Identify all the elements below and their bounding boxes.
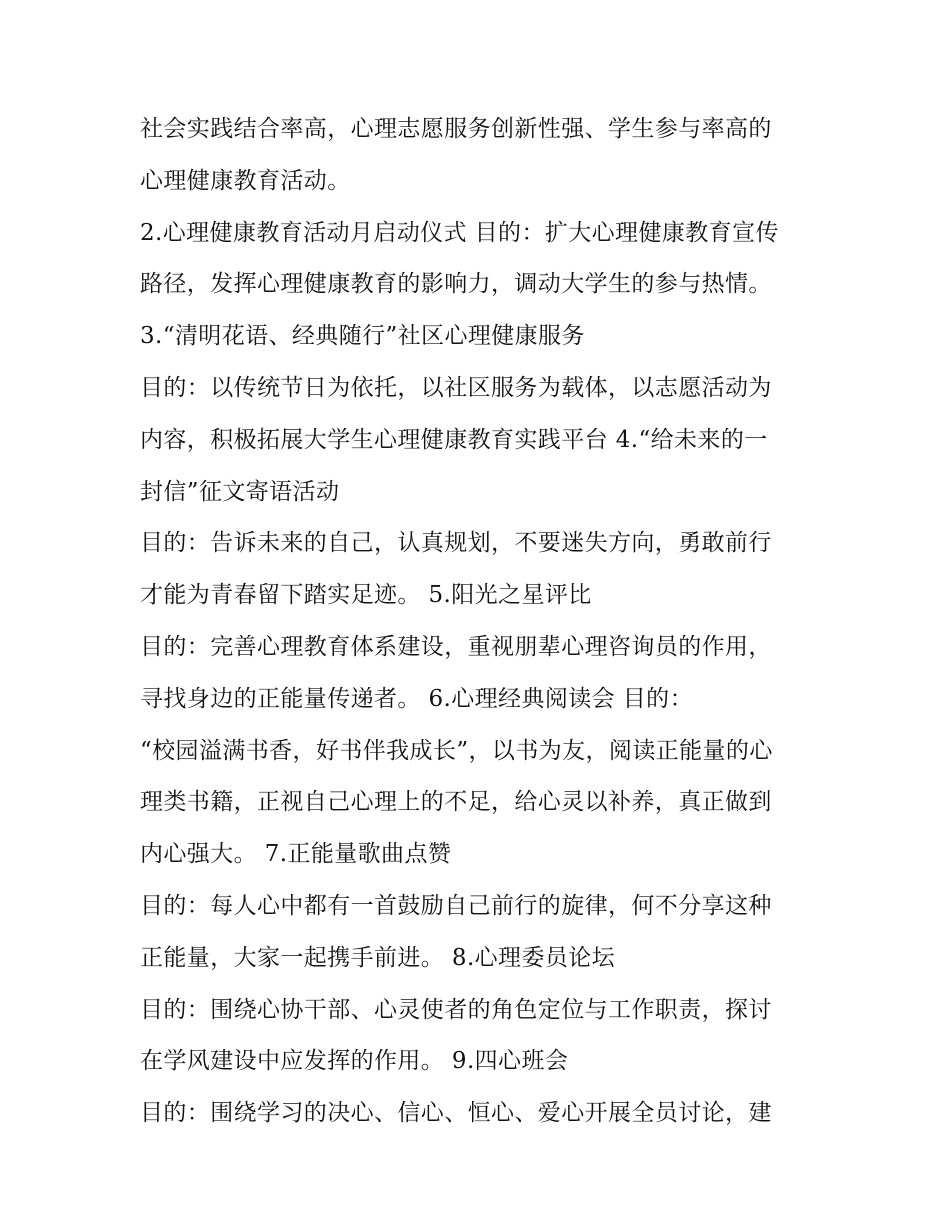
- text-line: 在学风建设中应发挥的作用。 9.四心班会: [140, 1048, 569, 1075]
- text-line: 封信”征文寄语活动: [140, 478, 340, 505]
- text-line: 3.“清明花语、经典随行”社区心理健康服务: [140, 323, 585, 350]
- text-line: “校园溢满书香，好书伴我成长”，以书为友，阅读正能量的心: [140, 737, 773, 764]
- text-line: 目的：围绕学习的决心、信心、恒心、爱心开展全员讨论，建: [140, 1100, 772, 1127]
- text-line: 才能为青春留下踏实足迹。 5.阳光之星评比: [140, 582, 592, 609]
- text-line: 内心强大。 7.正能量歌曲点赞: [140, 841, 452, 868]
- text-line: 2.心理健康教育活动月启动仪式 目的：扩大心理健康教育宣传: [140, 219, 779, 246]
- body-text: [140, 104, 820, 1140]
- text-line: 正能量，大家一起携手前进。 8.心理委员论坛: [140, 944, 616, 971]
- text-line: 社会实践结合率高，心理志愿服务创新性强、学生参与率高的: [140, 116, 772, 142]
- text-line: 目的：围绕心协干部、心灵使者的角色定位与工作职责，探讨: [140, 996, 772, 1023]
- text-line: 目的：每人心中都有一首鼓励自己前行的旋律，何不分享这种: [140, 892, 772, 919]
- text-line: 理类书籍，正视自己心理上的不足，给心灵以补养，真正做到: [140, 789, 772, 816]
- text-line: 目的：完善心理教育体系建设，重视朋辈心理咨询员的作用，: [140, 633, 772, 660]
- text-line: 目的：以传统节日为依托，以社区服务为载体，以志愿活动为: [140, 374, 772, 401]
- text-line: 目的：告诉未来的自己，认真规划，不要迷失方向，勇敢前行: [140, 530, 772, 557]
- text-line: 内容，积极拓展大学生心理健康教育实践平台 4.“给未来的一: [140, 426, 768, 453]
- text-line: 心理健康教育活动。: [140, 167, 351, 194]
- text-line: 路径，发挥心理健康教育的影响力，调动大学生的参与热情。: [140, 271, 772, 298]
- text-line: 寻找身边的正能量传递者。 6.心理经典阅读会 目的：: [140, 685, 693, 712]
